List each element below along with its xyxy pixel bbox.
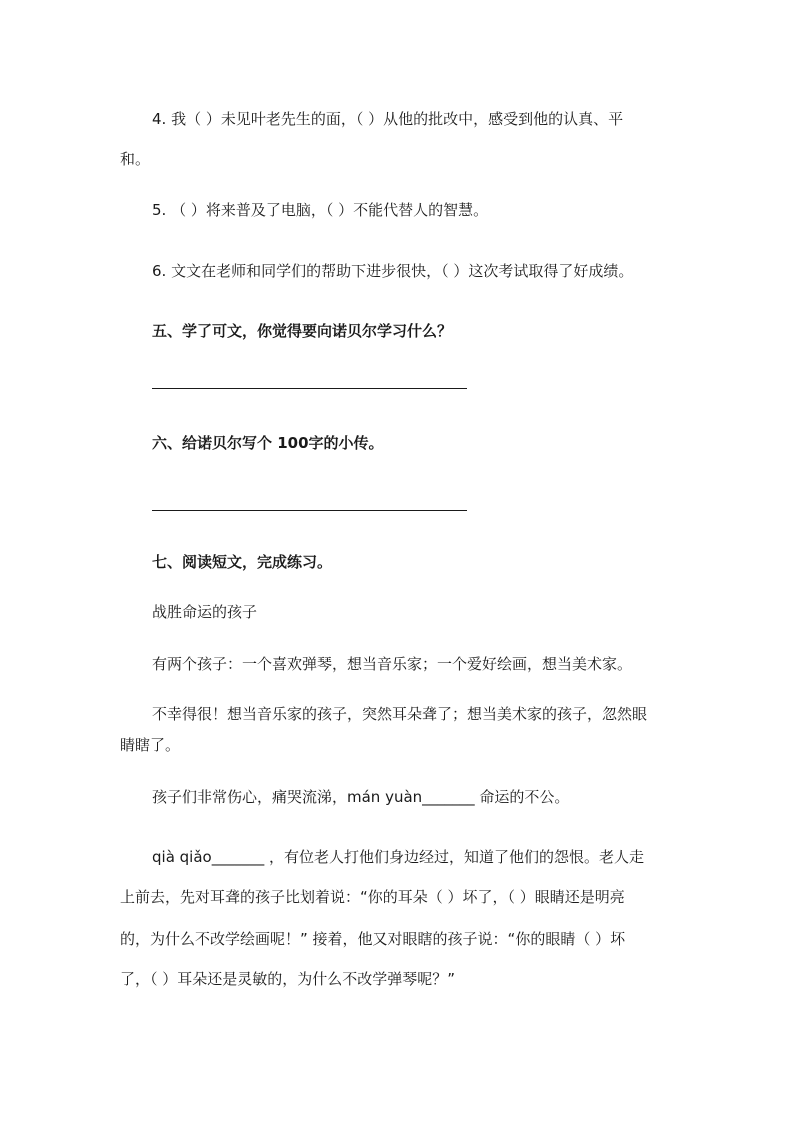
story-paragraph-2-line-1: 不幸得很！想当音乐家的孩子，突然耳朵聋了；想当美术家的孩子，忽然眼 [152, 705, 648, 723]
answer-line-section-5[interactable] [152, 388, 467, 389]
section-5-heading: 五、学了可文，你觉得要向诺贝尔学习什么？ [152, 322, 453, 340]
question-4-line-1: 4. 我（ ）未见叶老先生的面，（ ）从他的批改中，感受到他的认真、平 [152, 110, 624, 128]
story-title: 战胜命运的孩子 [152, 603, 258, 621]
question-5: 5. （ ）将来普及了电脑，（ ）不能代替人的智慧。 [152, 201, 489, 219]
story-paragraph-2-line-2: 睛瞎了。 [120, 736, 181, 754]
question-4-line-2: 和。 [120, 150, 151, 168]
answer-line-section-6[interactable] [152, 510, 467, 511]
story-paragraph-4-line-1: qià qiǎo_______ ，有位老人打他们身边经过，知道了他们的怨恨。老人走 [152, 848, 644, 866]
story-paragraph-1: 有两个孩子：一个喜欢弹琴，想当音乐家；一个爱好绘画，想当美术家。 [152, 655, 633, 673]
story-paragraph-4-line-2: 上前去，先对耳聋的孩子比划着说：“你的耳朵（ ）坏了，（ ）眼睛还是明亮 [120, 888, 625, 906]
story-paragraph-4-line-4: 了，（ ）耳朵还是灵敏的，为什么不改学弹琴呢？” [120, 970, 456, 988]
section-6-heading: 六、给诺贝尔写个 100字的小传。 [152, 434, 384, 452]
section-7-heading: 七、阅读短文，完成练习。 [152, 553, 333, 571]
question-6: 6. 文文在老师和同学们的帮助下进步很快，（ ）这次考试取得了好成绩。 [152, 262, 634, 280]
story-paragraph-3: 孩子们非常伤心，痛哭流涕，mán yuàn_______ 命运的不公。 [152, 788, 570, 806]
story-paragraph-4-line-3: 的，为什么不改学绘画呢！” 接着，他又对眼瞎的孩子说：“你的眼睛（ ）坏 [120, 930, 626, 948]
